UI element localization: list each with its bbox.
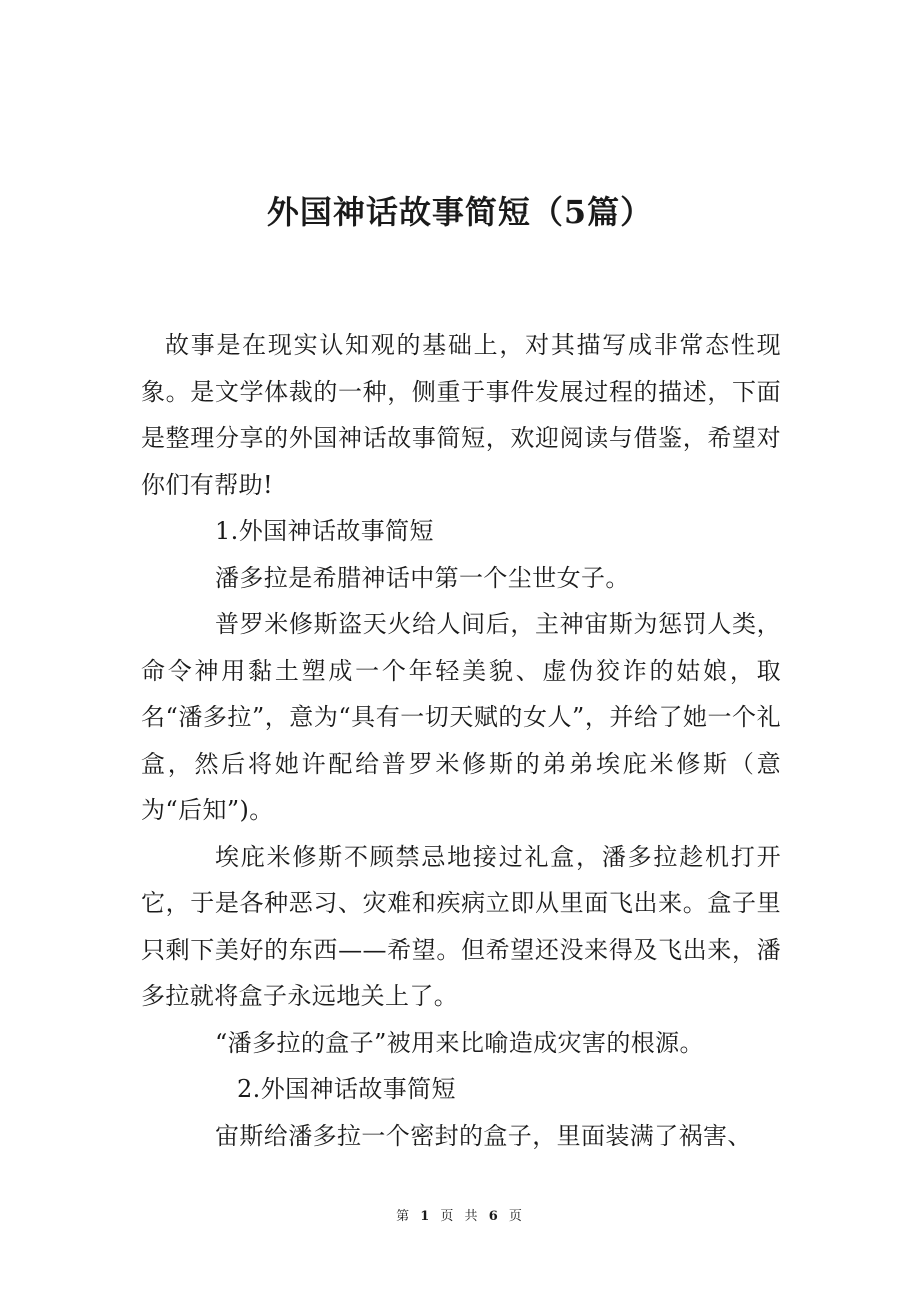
page-footer [0,1208,920,1226]
body-paragraph: “潘多拉的盒子”被用来比喻造成灾害的根源。 [215,1028,704,1057]
body-paragraph: 普罗米修斯盗天火给人间后，主神宙斯为惩罚人类，命令神用黏土塑成一个年轻美貌、虚伪狡诈的姑娘，取名“潘多拉”，意为“具有一切天赋的女人”，并给了她一个礼盒，然后将她许配给普罗米修斯的弟弟埃庇米修斯（意为“后知”)。 [141,610,781,824]
total-page-count: 6 [488,1209,500,1224]
body-paragraph: 埃庇米修斯不顾禁忌地接过礼盒，潘多拉趁机打开它，于是各种恶习、灾难和疾病立即从里面飞出来。盒子里只剩下美好的东西——希望。但希望还没来得及飞出来，潘多拉就将盒子永远地关上了。 [141,842,781,1010]
current-page-number: 1 [420,1209,432,1224]
document-body [141,322,781,1159]
document-title: 外国神话故事简短（5篇） [266,193,654,231]
footer-middle: 页 共 [440,1209,480,1224]
section-heading-1: 1.外国神话故事简短 [215,517,434,545]
body-paragraph: 宙斯给潘多拉一个密封的盒子，里面装满了祸害、 [215,1121,752,1150]
footer-prefix: 第 [396,1209,412,1224]
footer-suffix: 页 [508,1209,524,1224]
body-paragraph: 潘多拉是希腊神话中第一个尘世女子。 [215,563,630,592]
section-heading-2: 2.外国神话故事简短 [237,1075,456,1103]
intro-paragraph: 故事是在现实认知观的基础上，对其描写成非常态性现象。是文学体裁的一种，侧重于事件发展过程的描述，下面是整理分享的外国神话故事简短，欢迎阅读与借鉴，希望对你们有帮助! [141,331,781,499]
